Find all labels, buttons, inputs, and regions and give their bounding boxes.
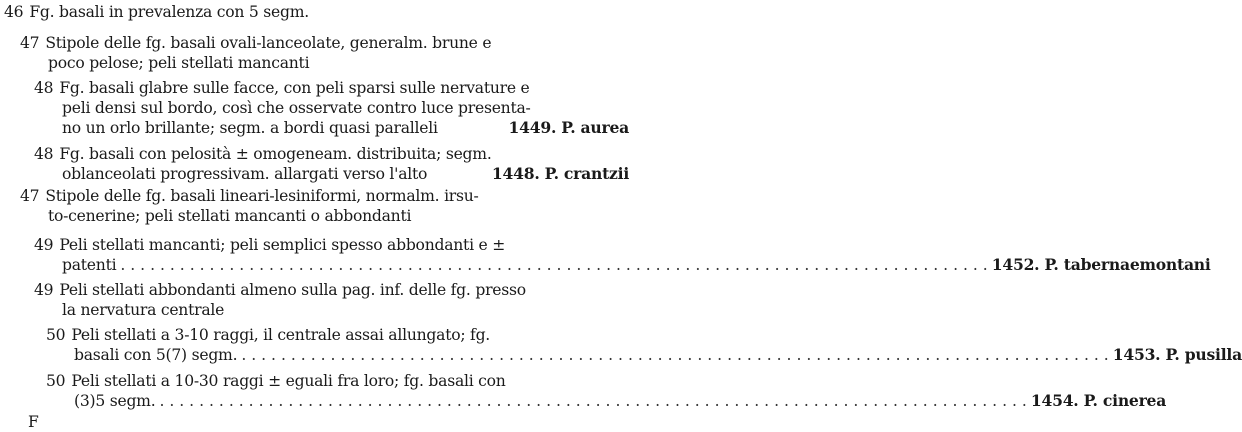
key-text: peli densi sul bordo, così che osservate contro luce presenta- [62,99,531,117]
key-text: Peli stellati a 3-10 raggi, il centrale assai allungato; fg. [71,326,491,344]
key-entry-49 [0,280,629,320]
couplet-number: 49 [34,281,54,299]
key-entry-49 [0,235,1211,275]
key-text: Peli stellati mancanti; peli semplici spesso abbondanti e ± [59,236,506,254]
key-text: poco pelose; peli stellati mancanti [48,54,310,72]
key-line [46,371,629,391]
key-entry-47 [0,33,629,73]
key-line [34,300,629,320]
key-line [20,206,629,226]
partial-line [28,412,39,431]
key-line [46,345,1242,365]
key-line [34,164,629,184]
species-result: 1454. P. cinerea [1030,391,1167,410]
key-entry-48 [0,78,629,138]
couplet-number: 49 [34,236,54,254]
couplet-number: 47 [20,187,40,205]
leader-dots [241,345,1108,365]
leader-dots [159,391,1026,411]
key-line [34,280,629,300]
key-line [4,2,629,22]
key-text: patenti [62,256,117,274]
couplet-number: 50 [46,372,66,390]
key-entry-48 [0,144,629,184]
key-line [34,144,629,164]
key-line [46,325,629,345]
key-entry-46 [0,2,629,22]
key-text: no un orlo brillante; segm. a bordi quasi paralleli [62,119,438,137]
species-result: 1449. P. aurea [508,118,629,137]
key-entry-47 [0,186,629,226]
key-text: Stipole delle fg. basali lineari-lesiniformi, normalm. irsu- [45,187,479,205]
couplet-number: 48 [34,145,54,163]
couplet-number: 47 [20,34,40,52]
couplet-number: 50 [46,326,66,344]
key-text: oblanceolati progressivam. allargati verso l'alto [62,165,428,183]
key-entry-50 [0,371,1167,411]
key-text: (3)5 segm. [74,392,156,410]
key-line [34,78,629,98]
species-result: 1452. P. tabernaemontani [991,255,1211,274]
key-line [20,33,629,53]
key-text: to-cenerine; peli stellati mancanti o abbondanti [48,207,412,225]
key-text: la nervatura centrale [62,301,225,319]
key-line [20,53,629,73]
key-line [20,186,629,206]
species-result: 1448. P. crantzii [491,164,629,183]
key-text: Peli stellati a 10-30 raggi ± eguali fra loro; fg. basali con [71,372,506,390]
key-text: F [28,413,39,431]
key-text: basali con 5(7) segm. [74,346,238,364]
key-text: Fg. basali glabre sulle facce, con peli sparsi sulle nervature e [59,79,530,97]
key-text: Fg. basali in prevalenza con 5 segm. [29,3,310,21]
key-text: Stipole delle fg. basali ovali-lanceolate, generalm. brune e [45,34,492,52]
leader-dots [120,255,987,275]
key-line [34,98,629,118]
couplet-number: 48 [34,79,54,97]
species-result: 1453. P. pusilla [1112,345,1242,364]
key-entry-50 [0,325,1242,365]
key-line [34,255,1211,275]
key-line [34,118,629,138]
key-line [46,391,1167,411]
couplet-number: 46 [4,3,24,21]
key-text: Fg. basali con pelosità ± omogeneam. distribuita; segm. [59,145,492,163]
key-line [34,235,629,255]
key-text: Peli stellati abbondanti almeno sulla pag. inf. delle fg. presso [59,281,526,299]
